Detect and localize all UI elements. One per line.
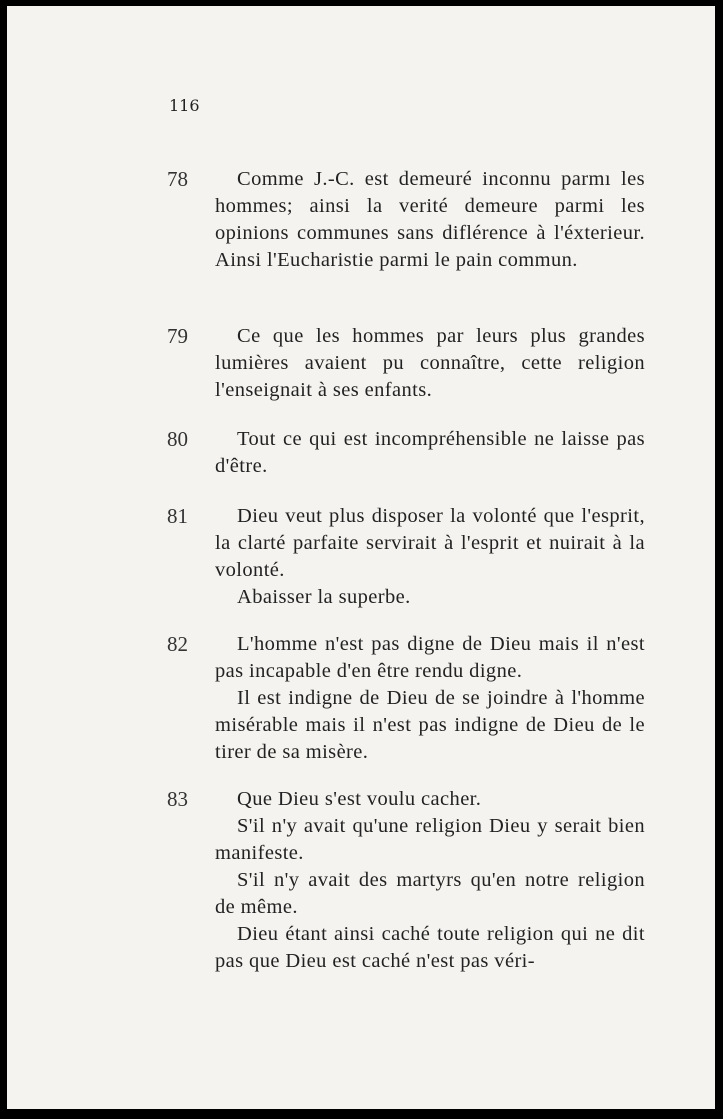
fragment-text xyxy=(215,631,645,766)
fragment-text xyxy=(215,503,645,611)
paragraph: Que Dieu s'est voulu cacher. xyxy=(237,788,482,810)
paragraph: Ce que les hommes par leurs plus grandes lumières avaient pu connaître, cette religion l'enseignait à ses enfants. xyxy=(215,325,645,401)
paragraph: L'homme n'est pas digne de Dieu mais il n'est pas incapable d'en être rendu digne. xyxy=(215,633,645,682)
fragment-number: 79 xyxy=(167,324,188,348)
book-page xyxy=(7,6,715,1109)
paragraph: Tout ce qui est incompréhensible ne laisse pas d'être. xyxy=(215,428,645,477)
fragment-text xyxy=(215,166,645,274)
fragment-number: 80 xyxy=(167,427,188,451)
paragraph: Il est indigne de Dieu de se joindre à l'homme misérable mais il n'est pas indigne de Dieu de le tirer de sa misère. xyxy=(215,687,645,763)
paragraph: Dieu étant ainsi caché toute religion qui ne dit pas que Dieu est caché n'est pas véri- xyxy=(215,923,645,972)
fragment-number: 83 xyxy=(167,787,188,811)
fragment-text xyxy=(215,323,645,404)
paragraph: Abaisser la superbe. xyxy=(237,586,411,608)
fragment-number: 81 xyxy=(167,504,188,528)
paragraph: Comme J.-C. est demeuré inconnu parmı les hommes; ainsi la verité demeure parmi les opinions communes sans diflérence à l'éxterieur. Ainsi l'Eucharistie parmi le pain commun. xyxy=(215,168,645,271)
paragraph: S'il n'y avait des martyrs qu'en notre religion de même. xyxy=(215,869,645,918)
fragment-number: 82 xyxy=(167,632,188,656)
paragraph: S'il n'y avait qu'une religion Dieu y serait bien manifeste. xyxy=(215,815,645,864)
fragment-number: 78 xyxy=(167,167,188,191)
fragment-text xyxy=(215,786,645,975)
fragment-text xyxy=(215,426,645,480)
page-number: 116 xyxy=(169,96,200,115)
paragraph: Dieu veut plus disposer la volonté que l'esprit, la clarté parfaite servirait à l'esprit et nuirait à la volonté. xyxy=(215,505,645,581)
